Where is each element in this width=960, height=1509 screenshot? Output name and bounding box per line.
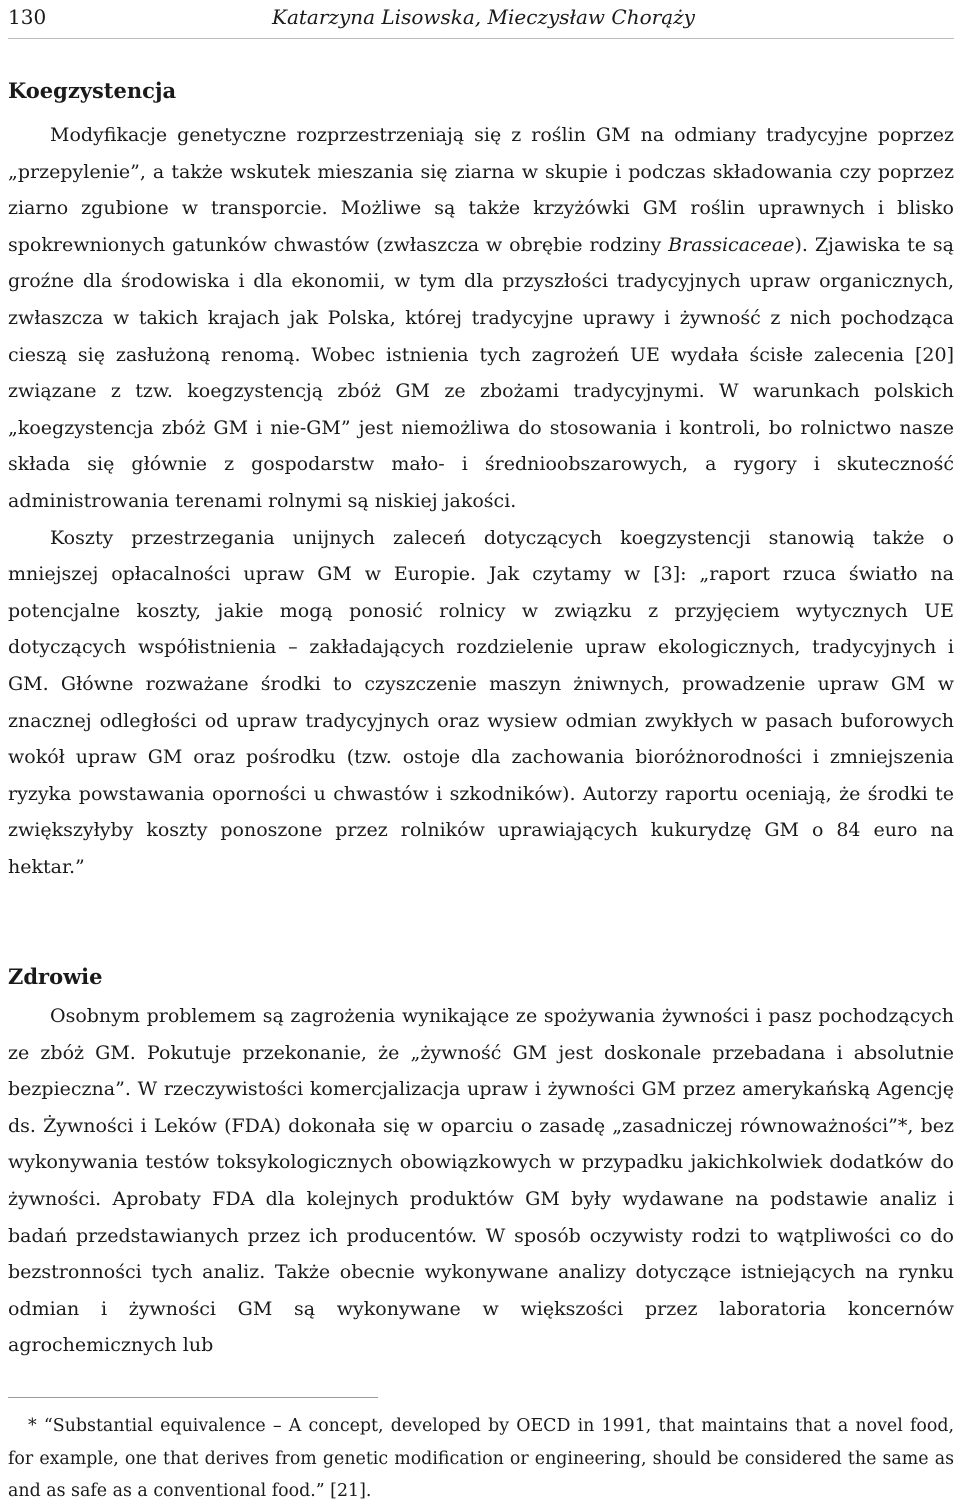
- running-header-authors: Katarzyna Lisowska, Mieczysław Chorąży: [272, 5, 695, 29]
- footnote-rule: [8, 1397, 378, 1398]
- paragraph-text: Modyfikacje genetyczne rozprzestrzeniają się z roślin GM na odmiany tradycyjne poprzez „przepylenie”, a także wskutek mieszania się ziarna w skupie i podczas składowania czy poprzez ziarno zgubione w transporcie. Możliwe są także krzyżówki GM roślin uprawnych i blisko spokrewnionych gatunków chwastów (zwłaszcza w obrębie rodziny: [8, 124, 954, 256]
- header-rule: [8, 38, 954, 39]
- section-body-koegzystencja: [8, 117, 954, 885]
- paragraph-text: ). Zjawiska te są groźne dla środowiska i dla ekonomii, w tym dla przyszłości tradycyjnych upraw organicznych, zwłaszcza w takich krajach jak Polska, której tradycyjne uprawy i żywność z nich pochodząca cieszą się zasłużoną renomą. Wobec istnienia tych zagrożeń UE wydała ścisłe zalecenia [20] związane z tzw. koegzystencją zbóż GM ze zbożami tradycyjnymi. W warunkach polskich „koegzystencja zbóż GM i nie-GM” jest niemożliwa do stosowania i kontroli, bo rolnictwo nasze składa się głównie z gospodarstw mało- i średnioobszarowych, a rygory i skuteczność administrowania terenami rolnymi są niskiej jakości.: [8, 233, 954, 512]
- section-heading-zdrowie: Zdrowie: [8, 964, 103, 989]
- paragraph: Koszty przestrzegania unijnych zaleceń dotyczących koegzystencji stanowią także o mniejszej opłacalności upraw GM w Europie. Jak czytamy w [3]: „raport rzuca światło na potencjalne koszty, jakie mogą ponosić rolnicy w związku z przyjęciem wytycznych UE dotyczących współistnienia – zakładających rozdzielenie upraw ekologicznych, tradycyjnych i GM. Główne rozważane środki to czyszczenie maszyn żniwnych, prowadzenie upraw GM w znacznej odległości od upraw tradycyjnych oraz wysiew odmian zwykłych w pasach buforowych wokół upraw GM oraz pośrodku (tzw. ostoje dla zachowania bioróżnorodności i zmniejszenia ryzyka powstawania oporności u chwastów i szkodników). Autorzy raportu oceniają, że środki te zwiększyłyby koszty ponoszone przez rolników uprawiających kukurydzę GM o 84 euro na hektar.”: [8, 526, 954, 878]
- page-number: 130: [8, 5, 47, 29]
- section-body-zdrowie: [8, 998, 954, 1364]
- taxon-name: Brassicaceae: [668, 233, 795, 256]
- section-heading-koegzystencja: Koegzystencja: [8, 78, 177, 103]
- paragraph: Osobnym problemem są zagrożenia wynikające ze spożywania żywności i pasz pochodzących ze zbóż GM. Pokutuje przekonanie, że „żywność GM jest doskonale przebadana i absolutnie bezpieczna”. W rzeczywistości komercjalizacja upraw i żywności GM przez amerykańską Agencję ds. Żywności i Leków (FDA) dokonała się w oparciu o zasadę „zasadniczej równoważności”*, bez wykonywania testów toksykologicznych obowiązkowych w przypadku jakichkolwiek dodatków do żywności. Aprobaty FDA dla kolejnych produktów GM były wydawane na podstawie analiz i badań przedstawianych przez ich producentów. W sposób oczywisty rodzi to wątpliwości co do bezstronności tych analiz. Także obecnie wykonywane analizy dotyczące istniejących na rynku odmian i żywności GM są wykonywane w większości przez laboratoria koncernów agrochemicznych lub: [8, 1005, 954, 1357]
- running-header: [8, 2, 954, 32]
- paragraph: [8, 117, 954, 520]
- footnote: * “Substantial equivalence – A concept, developed by OECD in 1991, that maintains that a novel food, for example, one that derives from genetic modification or engineering, should be considered the same as and as safe as a conventional food.” [21].: [8, 1416, 954, 1501]
